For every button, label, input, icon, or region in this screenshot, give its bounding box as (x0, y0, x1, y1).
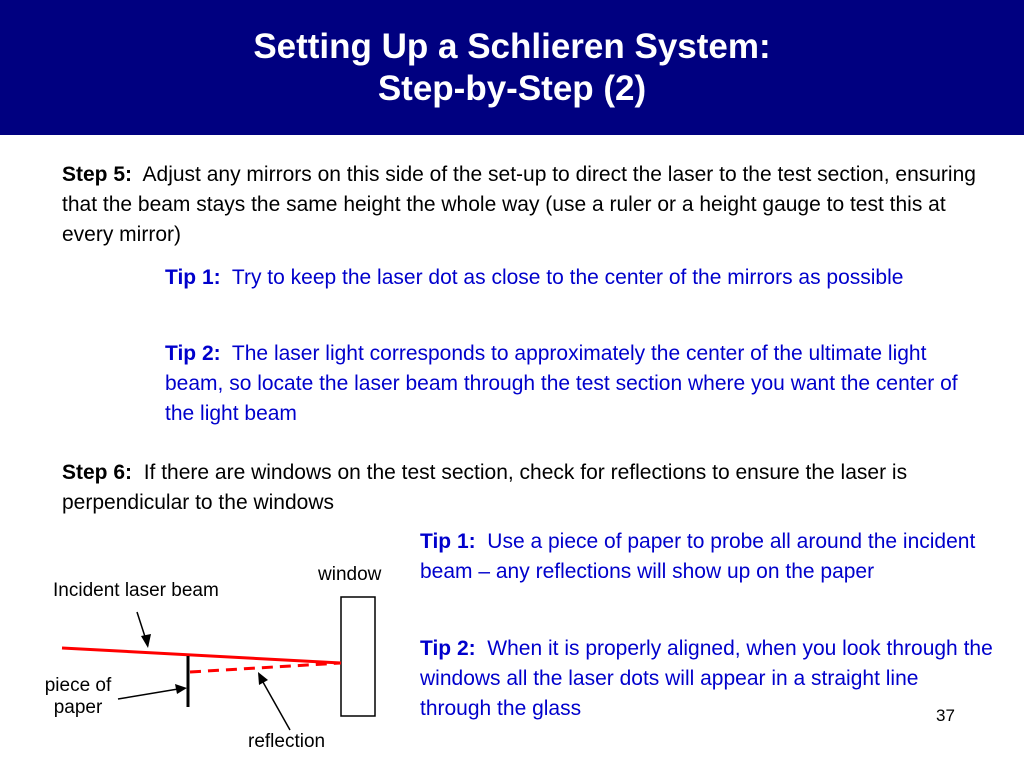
step5-tip2-label: Tip 2: (165, 342, 221, 365)
step6-tip1-label: Tip 1: (420, 530, 476, 553)
incident-beam-line (62, 648, 341, 663)
slide-title-line1: Setting Up a Schlieren System: (253, 26, 771, 66)
paper-label-line2: paper (53, 697, 103, 718)
paper-label-line1: piece of (44, 675, 112, 696)
window-label: window (318, 564, 382, 585)
step5-label: Step 5: (62, 163, 133, 186)
step6-label: Step 6: (62, 461, 133, 484)
step6-tip1-text: Use a piece of paper to probe all around the incident beam – any reflections will show up on the paper (420, 530, 976, 583)
step5-tip1-text: Try to keep the laser dot as close to the center of the mirrors as possible (231, 266, 904, 289)
reflection-beam-line (190, 663, 341, 672)
slide-title-line2: Step-by-Step (2) (377, 68, 647, 108)
paper-arrowhead (175, 684, 187, 694)
paper-label (28, 675, 128, 719)
incident-beam-label: Incident laser beam (53, 580, 219, 601)
step6-text: If there are windows on the test section, check for reflections to ensure the laser is perpendicular to the windows (62, 461, 908, 514)
step5-text: Adjust any mirrors on this side of the set-up to direct the laser to the test section, ensuring that the beam stays the same height the whole way (use a ruler or a height gauge to test this at every mirror) (62, 163, 976, 246)
reflection-arrow (259, 675, 290, 730)
page-number: 37 (936, 706, 955, 725)
reflection-label: reflection (248, 731, 326, 752)
step5-tip2-text: The laser light corresponds to approximately the center of the ultimate light beam, so locate the laser beam through the test section where you want the center of the light beam (165, 342, 958, 425)
window-rect (341, 597, 375, 716)
incident-arrowhead (141, 634, 151, 648)
step6-tip2-text: When it is properly aligned, when you look through the windows all the laser dots will appear in a straight line through the glass (420, 637, 993, 720)
step5-tip1-label: Tip 1: (165, 266, 221, 289)
step6-tip2-label: Tip 2: (420, 637, 476, 660)
